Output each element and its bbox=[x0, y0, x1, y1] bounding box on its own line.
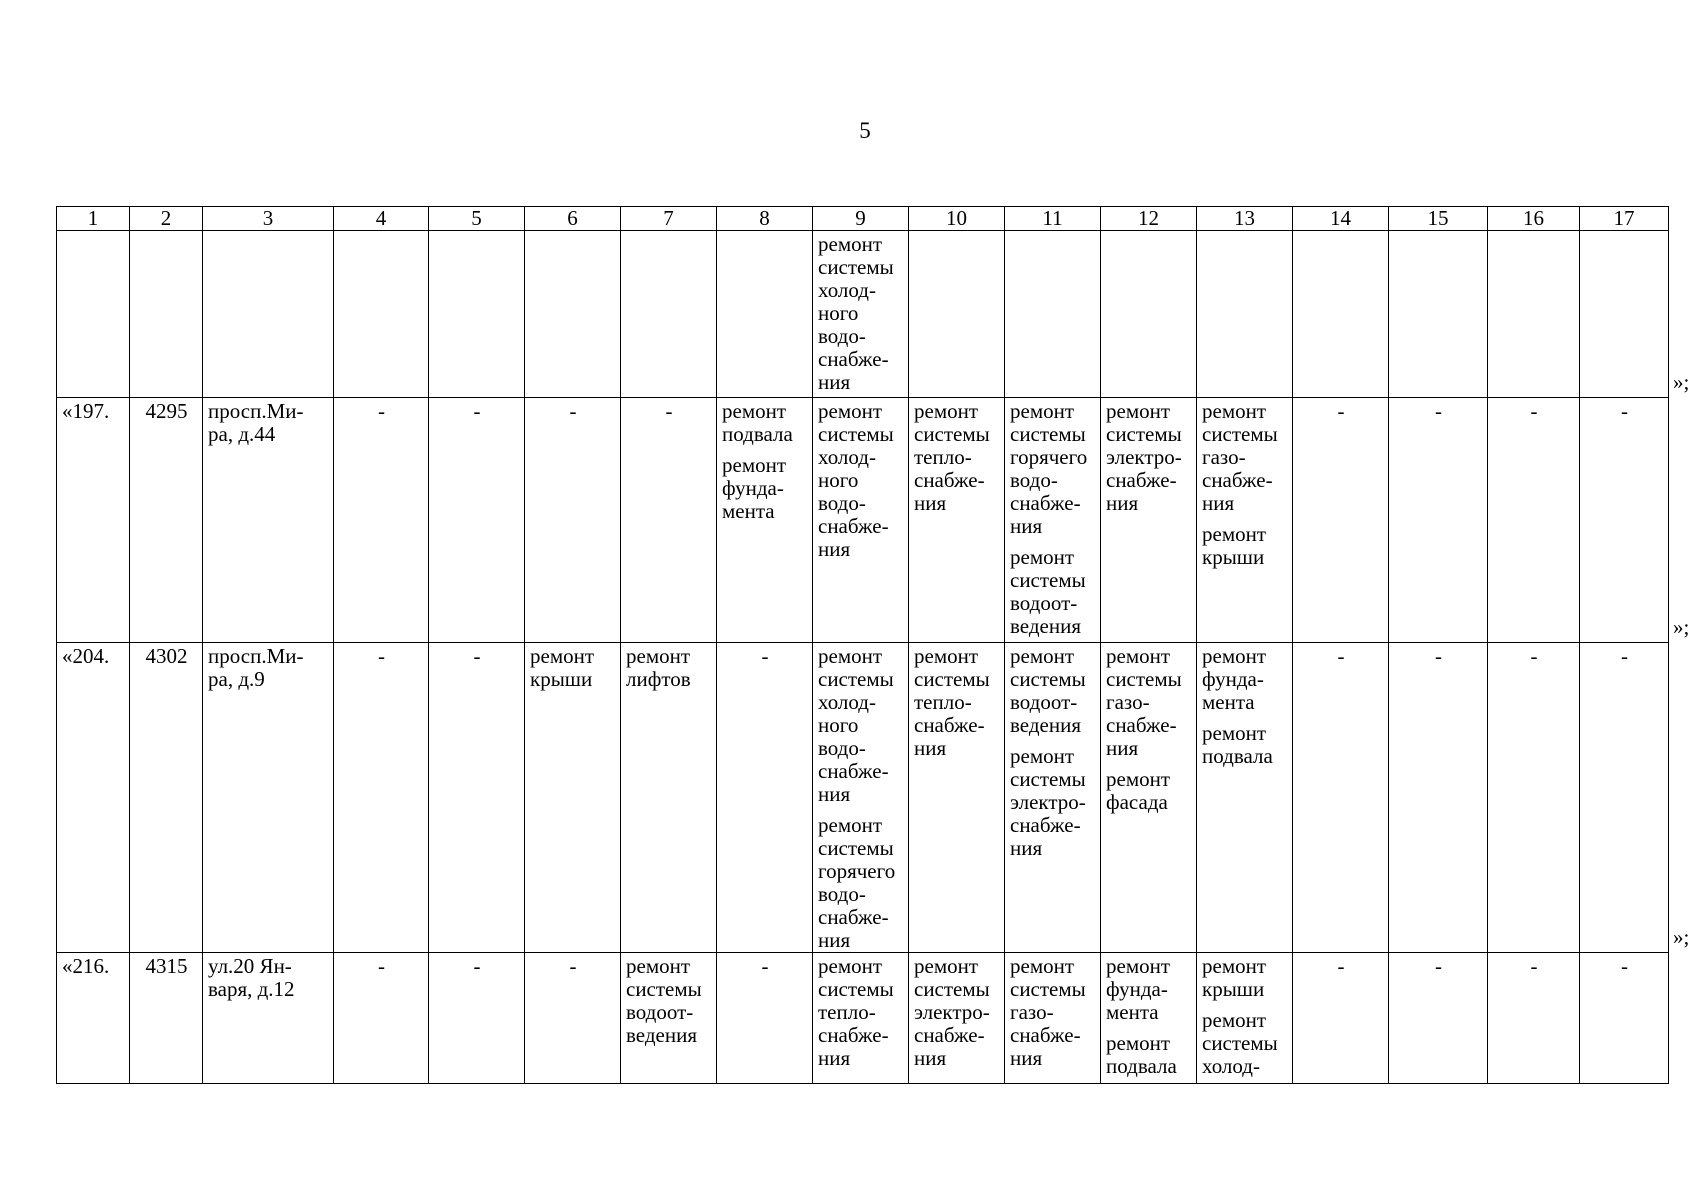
cell-text: ремонт системы холод- ного водо- снабже- ния bbox=[818, 399, 894, 561]
table-cell bbox=[1293, 953, 1389, 1084]
column-number: 14 bbox=[1293, 207, 1389, 231]
row-continuation-mark: »; bbox=[1673, 615, 1690, 639]
table-cell bbox=[717, 398, 813, 643]
cell-text: ремонт фунда- мента bbox=[722, 453, 787, 523]
table-cell bbox=[1197, 953, 1293, 1084]
table-cell bbox=[1197, 643, 1293, 953]
cell-text: ремонт системы тепло- снабже- ния bbox=[914, 644, 990, 760]
column-number: 13 bbox=[1197, 207, 1293, 231]
cell-text: - bbox=[1435, 954, 1442, 978]
table-cell bbox=[621, 398, 717, 643]
cell-text: - bbox=[378, 399, 385, 423]
cell-text: ремонт системы водоот- ведения bbox=[1010, 545, 1086, 638]
table-cell bbox=[525, 231, 621, 398]
table-cell bbox=[429, 398, 525, 643]
table-cell bbox=[130, 398, 203, 643]
cell-text: ремонт подвала bbox=[1202, 721, 1273, 768]
repair-schedule-table bbox=[56, 206, 1669, 1084]
cell-text: «204. bbox=[62, 644, 110, 668]
table-cell bbox=[130, 643, 203, 953]
column-number: 12 bbox=[1101, 207, 1197, 231]
column-number: 4 bbox=[334, 207, 429, 231]
cell-text: ремонт лифтов bbox=[626, 644, 691, 691]
cell-text: просп.Ми- ра, д.9 bbox=[208, 644, 304, 691]
column-number: 11 bbox=[1005, 207, 1101, 231]
cell-text: - bbox=[473, 644, 481, 668]
cell-text: - bbox=[378, 644, 385, 668]
table-cell bbox=[1389, 398, 1488, 643]
table-cell bbox=[909, 231, 1005, 398]
cell-text: ремонт системы холод- bbox=[1202, 1008, 1278, 1078]
table-row bbox=[57, 398, 1669, 643]
column-number: 17 bbox=[1580, 207, 1669, 231]
table-cell bbox=[203, 231, 334, 398]
table-cell bbox=[1389, 231, 1488, 398]
table-cell bbox=[1488, 398, 1580, 643]
table-cell bbox=[429, 643, 525, 953]
table-cell bbox=[203, 398, 334, 643]
cell-text: ремонт системы холод- ного водо- снабже- ния bbox=[818, 232, 894, 394]
table-cell bbox=[1101, 398, 1197, 643]
cell-text: - bbox=[473, 399, 481, 423]
cell-text: - bbox=[1435, 399, 1442, 423]
cell-text: ремонт фунда- мента bbox=[1202, 644, 1267, 714]
table-cell bbox=[429, 231, 525, 398]
cell-text: ремонт системы электро- снабже- ния bbox=[1010, 744, 1086, 860]
cell-text: - bbox=[569, 954, 577, 978]
column-number: 3 bbox=[203, 207, 334, 231]
cell-text: ремонт подвала bbox=[722, 399, 793, 446]
table-cell bbox=[1005, 953, 1101, 1084]
table-cell bbox=[525, 398, 621, 643]
column-number: 15 bbox=[1389, 207, 1488, 231]
cell-text: 4295 bbox=[145, 399, 188, 423]
column-number: 10 bbox=[909, 207, 1005, 231]
table-row bbox=[57, 643, 1669, 953]
cell-text: - bbox=[1621, 644, 1628, 668]
cell-text: - bbox=[1435, 644, 1442, 668]
table-cell bbox=[57, 953, 130, 1084]
cell-text: - bbox=[665, 399, 673, 423]
cell-text: ремонт системы тепло- снабже- ния bbox=[914, 399, 990, 515]
table-cell bbox=[1197, 231, 1293, 398]
cell-text: ремонт фунда- мента bbox=[1106, 954, 1171, 1024]
table-cell bbox=[909, 398, 1005, 643]
cell-text: - bbox=[1530, 954, 1538, 978]
cell-text: - bbox=[569, 399, 577, 423]
cell-text: ремонт системы горячего водо- снабже- ния bbox=[818, 813, 896, 952]
cell-text: ремонт крыши bbox=[530, 644, 595, 691]
table-cell bbox=[621, 231, 717, 398]
cell-text: 4302 bbox=[145, 644, 188, 668]
table-cell bbox=[525, 953, 621, 1084]
cell-text: ремонт подвала bbox=[1106, 1031, 1177, 1078]
cell-text: ремонт крыши bbox=[1202, 522, 1267, 569]
cell-text: - bbox=[761, 954, 769, 978]
column-number: 6 bbox=[525, 207, 621, 231]
table-cell bbox=[1005, 643, 1101, 953]
table-cell bbox=[1197, 398, 1293, 643]
row-continuation-mark: »; bbox=[1673, 370, 1690, 394]
table-cell bbox=[717, 953, 813, 1084]
column-number: 5 bbox=[429, 207, 525, 231]
cell-text: ремонт системы тепло- снабже- ния bbox=[818, 954, 894, 1070]
table-cell bbox=[909, 643, 1005, 953]
table-cell bbox=[1293, 398, 1389, 643]
column-number: 1 bbox=[57, 207, 130, 231]
table-row bbox=[57, 231, 1669, 398]
column-number: 7 bbox=[621, 207, 717, 231]
cell-text: - bbox=[1337, 954, 1345, 978]
table-cell bbox=[813, 643, 909, 953]
column-number: 9 bbox=[813, 207, 909, 231]
table-cell bbox=[57, 398, 130, 643]
column-number: 2 bbox=[130, 207, 203, 231]
table-cell bbox=[621, 643, 717, 953]
cell-text: - bbox=[1530, 644, 1538, 668]
cell-text: - bbox=[1621, 954, 1628, 978]
table-cell bbox=[1389, 953, 1488, 1084]
table-cell bbox=[1293, 643, 1389, 953]
table-cell bbox=[717, 643, 813, 953]
table-cell bbox=[1101, 953, 1197, 1084]
table-cell bbox=[130, 231, 203, 398]
table-cell bbox=[1005, 231, 1101, 398]
column-number: 16 bbox=[1488, 207, 1580, 231]
cell-text: ремонт системы водоот- ведения bbox=[1010, 644, 1086, 737]
cell-text: ремонт системы газо- снабже- ния bbox=[1010, 954, 1086, 1070]
table-cell bbox=[1580, 398, 1669, 643]
table-cell bbox=[429, 953, 525, 1084]
cell-text: ремонт системы газо- снабже- ния bbox=[1106, 644, 1182, 760]
table-cell bbox=[717, 231, 813, 398]
cell-text: - bbox=[1337, 399, 1345, 423]
cell-text: «197. bbox=[62, 399, 110, 423]
table-cell bbox=[1389, 643, 1488, 953]
row-continuation-mark: »; bbox=[1673, 925, 1690, 949]
table-cell bbox=[1580, 231, 1669, 398]
table-row bbox=[57, 953, 1669, 1084]
table-cell bbox=[813, 953, 909, 1084]
table-cell bbox=[1488, 953, 1580, 1084]
table-cell bbox=[334, 643, 429, 953]
cell-text: ремонт системы электро- снабже- ния bbox=[914, 954, 990, 1070]
cell-text: просп.Ми- ра, д.44 bbox=[208, 399, 304, 446]
cell-text: ремонт системы горячего водо- снабже- ния bbox=[1010, 399, 1088, 538]
cell-text: - bbox=[761, 644, 769, 668]
cell-text: ул.20 Ян- варя, д.12 bbox=[208, 954, 295, 1001]
table-cell bbox=[334, 231, 429, 398]
table-cell bbox=[621, 953, 717, 1084]
cell-text: - bbox=[1337, 644, 1345, 668]
table-cell bbox=[1101, 231, 1197, 398]
table-cell bbox=[130, 953, 203, 1084]
cell-text: - bbox=[1621, 399, 1628, 423]
cell-text: - bbox=[1530, 399, 1538, 423]
table-cell bbox=[334, 953, 429, 1084]
table-cell bbox=[1005, 398, 1101, 643]
table-cell bbox=[1488, 231, 1580, 398]
table-cell bbox=[1101, 643, 1197, 953]
column-number: 8 bbox=[717, 207, 813, 231]
cell-text: ремонт системы холод- ного водо- снабже- ния bbox=[818, 644, 894, 806]
cell-text: 4315 bbox=[145, 954, 188, 978]
cell-text: «216. bbox=[62, 954, 110, 978]
table-cell bbox=[57, 643, 130, 953]
cell-text: ремонт фасада bbox=[1106, 767, 1171, 814]
table-cell bbox=[203, 643, 334, 953]
table-cell bbox=[813, 231, 909, 398]
table-cell bbox=[1488, 643, 1580, 953]
table-cell bbox=[203, 953, 334, 1084]
table-cell bbox=[813, 398, 909, 643]
table-cell bbox=[1580, 643, 1669, 953]
page-number: 5 bbox=[859, 118, 871, 143]
table-cell bbox=[334, 398, 429, 643]
cell-text: ремонт системы водоот- ведения bbox=[626, 954, 702, 1047]
cell-text: - bbox=[378, 954, 385, 978]
cell-text: ремонт системы газо- снабже- ния bbox=[1202, 399, 1278, 515]
table-cell bbox=[57, 231, 130, 398]
cell-text: ремонт крыши bbox=[1202, 954, 1267, 1001]
cell-text: - bbox=[473, 954, 481, 978]
table-cell bbox=[1293, 231, 1389, 398]
table-cell bbox=[909, 953, 1005, 1084]
header-row bbox=[57, 207, 1669, 231]
table-cell bbox=[1580, 953, 1669, 1084]
table-cell bbox=[525, 643, 621, 953]
cell-text: ремонт системы электро- снабже- ния bbox=[1106, 399, 1182, 515]
